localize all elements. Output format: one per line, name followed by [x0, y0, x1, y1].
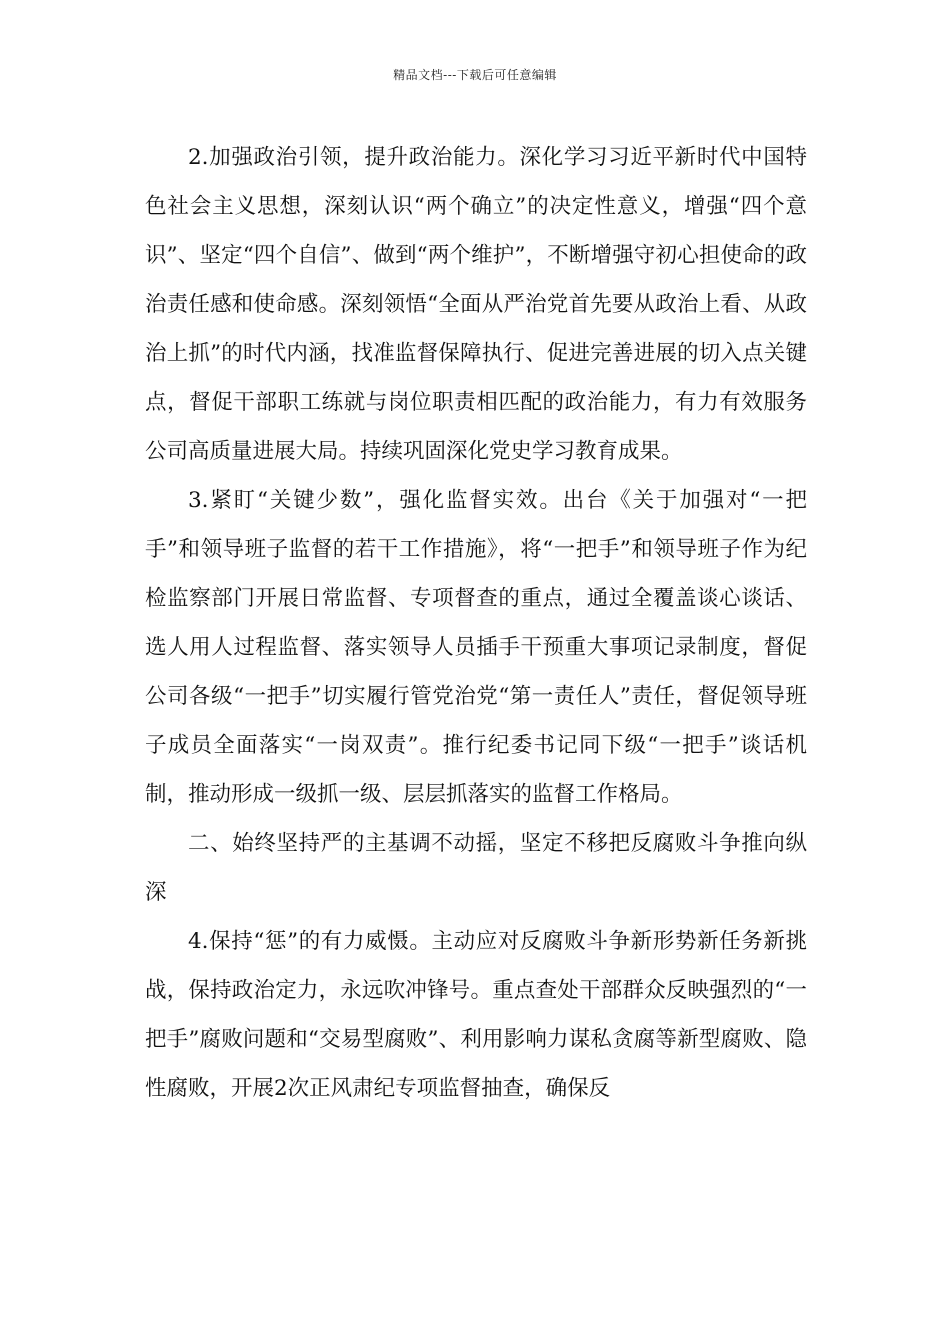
- paragraph-3-key-minority: 3.紧盯“关键少数”，强化监督实效。出台《关于加强对“一把手”和领导班子监督的若干工作措施》，将“一把手”和领导班子作为纪检监察部门开展日常监督、专项督查的重点，通过全覆盖谈心谈话、选人用人过程监督、落实领导人员插手干预重大事项记录制度，督促公司各级“一把手”切实履行管党治党“第一责任人”责任，督促领导班子成员全面落实“一岗双责”。推行纪委书记同下级“一把手”谈话机制，推动形成一级抓一级、层层抓落实的监督工作格局。: [145, 488, 807, 807]
- paragraph-2-political-guidance: 2.加强政治引领，提升政治能力。深化学习习近平新时代中国特色社会主义思想，深刻认识“两个确立”的决定性意义，增强“四个意识”、坚定“四个自信”、做到“两个维护”，不断增强守初心担使命的政治责任感和使命感。深刻领悟“全面从严治党首先要从政治上看、从政治上抓”的时代内涵，找准监督保障执行、促进完善进展的切入点关键点，督促干部职工练就与岗位职责相匹配的政治能力，有力有效服务公司高质量进展大局。持续巩固深化党史学习教育成果。: [145, 145, 807, 464]
- paragraph-4-deterrence: 4.保持“惩”的有力威慑。主动应对反腐败斗争新形势新任务新挑战，保持政治定力，永远吹冲锋号。重点查处干部群众反映强烈的“一把手”腐败问题和“交易型腐败”、利用影响力谋私贪腐等新型腐败、隐性腐败，开展2次正风肃纪专项监督抽查，确保反: [145, 929, 807, 1101]
- page-header: 精品文档---下载后可任意编辑: [393, 68, 557, 82]
- document-body: [145, 133, 807, 1113]
- section-heading-2: 二、始终坚持严的主基调不动摇，坚定不移把反腐败斗争推向纵深: [145, 831, 807, 905]
